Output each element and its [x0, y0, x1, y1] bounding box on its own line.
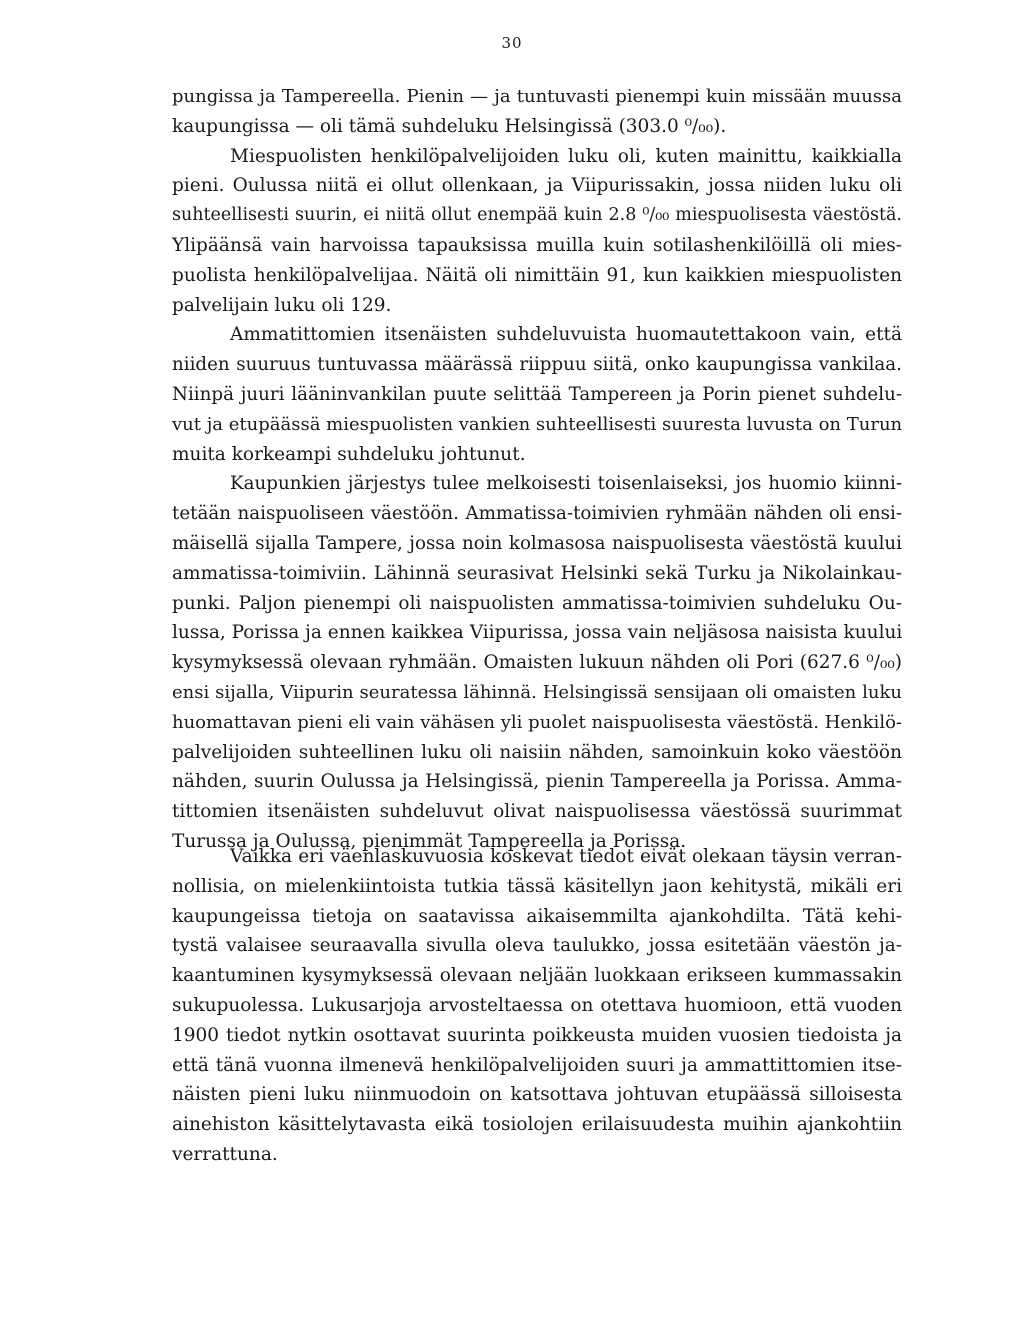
text-line: verrattuna.: [172, 1143, 278, 1165]
text-line: Miespuolisten henkilöpalvelijoiden luku oli, kuten mainittu, kaikkialla: [230, 145, 902, 167]
text-line: Turussa ja Oulussa, pienimmät Tampereella ja Porissa.: [172, 830, 687, 852]
text-section-1: [172, 82, 902, 857]
text-line: näisten pieni luku niinmuodoin on katsottava johtuvan etupäässä silloisesta: [172, 1084, 902, 1106]
text-line: että tänä vuonna ilmenevä henkilöpalvelijoiden suuri ja ammattittomien itse-: [172, 1054, 902, 1076]
text-line: tetään naispuoliseen väestöön. Ammatissa-toimivien ryhmään nähden oli ensi-: [172, 503, 902, 525]
text-line: Kaupunkien järjestys tulee melkoisesti toisenlaiseksi, jos huomio kiinni-: [230, 473, 902, 495]
text-line: tystä valaisee seuraavalla sivulla oleva taulukko, jossa esitetään väestön ja-: [172, 935, 902, 957]
text-line: nähden, suurin Oulussa ja Helsingissä, pienin Tampereella ja Porissa. Amma-: [172, 771, 902, 793]
text-line: Ylipäänsä vain harvoissa tapauksissa muilla kuin sotilashenkilöillä oli mies-: [172, 234, 902, 256]
text-line: huomattavan pieni eli vain vähäsen yli puolet naispuolisesta väestöstä. Henkilö-: [172, 711, 902, 733]
text-line: Ammatittomien itsenäisten suhdeluvuista huomautettakoon vain, että: [230, 324, 902, 346]
text-line: ammatissa-toimiviin. Lähinnä seurasivat Helsinki sekä Turku ja Nikolainkau-: [172, 562, 902, 584]
text-line: muita korkeampi suhdeluku johtunut.: [172, 443, 526, 465]
text-line: palvelijain luku oli 129.: [172, 294, 392, 316]
text-line: tittomien itsenäisten suhdeluvut olivat naispuolisessa väestössä suurimmat: [172, 801, 902, 823]
text-line: kaantuminen kysymyksessä olevaan neljään luokkaan erikseen kummassakin: [172, 965, 902, 987]
text-line: ensi sijalla, Viipurin seuratessa lähinnä. Helsingissä sensijaan oli omaisten luku: [172, 681, 902, 703]
text-line: kysymyksessä olevaan ryhmään. Omaisten lukuun nähden oli Pori (627.6 ⁰/₀₀): [172, 652, 902, 674]
text-line: vut ja etupäässä miespuolisten vankien suhteellisesti suuresta luvusta on Turun: [172, 413, 903, 435]
text-line: ainehiston käsittelytavasta eikä tosiolojen erilaisuudesta muihin ajankohtiin: [172, 1114, 902, 1136]
text-line: Niinpä juuri lääninvankilan puute selittää Tampereen ja Porin pienet suhdelu-: [172, 383, 902, 405]
text-line: sukupuolessa. Lukusarjoja arvosteltaessa on otettava huomioon, että vuoden: [172, 994, 902, 1016]
text-line: pieni. Oulussa niitä ei ollut ollenkaan, ja Viipurissakin, jossa niiden luku oli: [172, 175, 902, 197]
text-line: niiden suuruus tuntuvassa määrässä riippuu siitä, onko kaupungissa vankilaa.: [172, 354, 902, 376]
text-line: pungissa ja Tampereella. Pienin — ja tuntuvasti pienempi kuin missään muussa: [172, 86, 902, 107]
text-line: suhteellisesti suurin, ei niitä ollut enempää kuin 2.8 ⁰/₀₀ miespuolisesta väestöstä.: [172, 205, 902, 226]
text-line: mäisellä sijalla Tampere, jossa noin kolmasosa naispuolisesta väestöstä kuului: [172, 532, 902, 554]
text-line: punki. Paljon pienempi oli naispuolisten ammatissa-toimivien suhdeluku Ou-: [172, 592, 902, 614]
page-number: 30: [501, 34, 523, 52]
text-line: 1900 tiedot nytkin osottavat suurinta poikkeusta muiden vuosien tiedoista ja: [172, 1024, 902, 1046]
text-line: Vaikka eri väenlaskuvuosia koskevat tiedot eivät olekaan täysin verran-: [230, 846, 902, 867]
text-line: palvelijoiden suhteellinen luku oli naisiin nähden, samoinkuin koko väestöön: [172, 741, 902, 763]
text-line: kaupungeissa tietoja on saatavissa aikaisemmilta ajankohdilta. Tätä kehi-: [172, 905, 902, 927]
text-line: nollisia, on mielenkiintoista tutkia tässä käsitellyn jaon kehitystä, mikäli eri: [172, 875, 902, 897]
text-line: puolista henkilöpalvelijaa. Näitä oli nimittäin 91, kun kaikkien miespuolisten: [172, 264, 902, 286]
text-line: lussa, Porissa ja ennen kaikkea Viipurissa, jossa vain neljäsosa naisista kuului: [172, 622, 903, 644]
text-section-2: [172, 842, 902, 1170]
text-line: kaupungissa — oli tämä suhdeluku Helsingissä (303.0 ⁰/₀₀).: [172, 115, 727, 137]
